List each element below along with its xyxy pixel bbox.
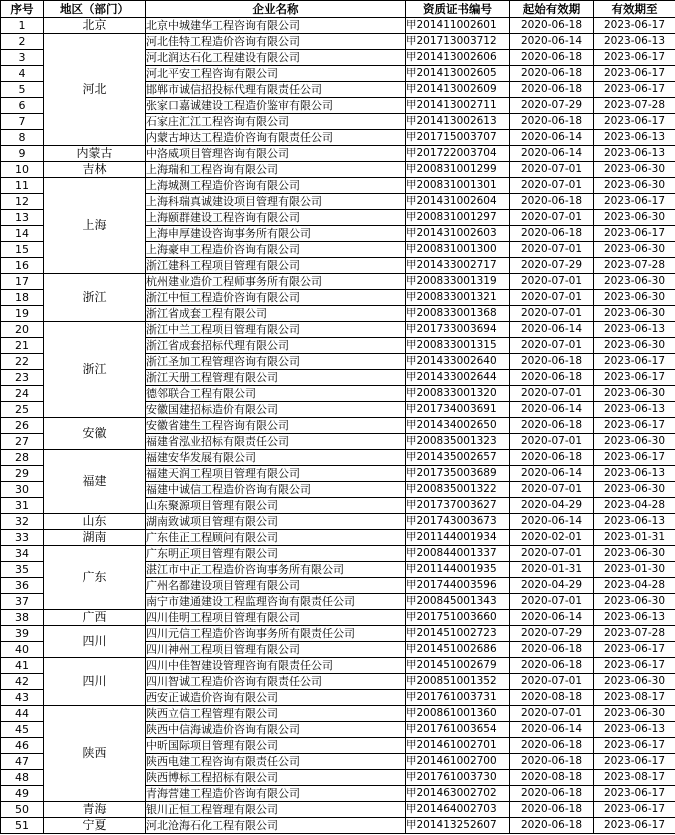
- table-row: [1, 546, 675, 562]
- valid-until: 2023-06-17: [594, 754, 675, 770]
- valid-until: 2023-06-13: [594, 322, 675, 338]
- company-name: 浙江天册工程管理有限公司: [146, 370, 406, 386]
- row-number: 40: [1, 642, 44, 658]
- company-name: 陕西立信工程管理有限公司: [146, 706, 406, 722]
- valid-until: 2023-06-17: [594, 114, 675, 130]
- valid-until: 2023-06-17: [594, 786, 675, 802]
- row-number: 32: [1, 514, 44, 530]
- row-number: 31: [1, 498, 44, 514]
- valid-until: 2023-06-17: [594, 802, 675, 818]
- header-no: 序号: [1, 1, 44, 18]
- company-name: 中洛威项目管理咨询有限公司: [146, 146, 406, 162]
- valid-from: 2020-06-18: [510, 82, 594, 98]
- company-name: 德邻联合工程有限公司: [146, 386, 406, 402]
- valid-until: 2023-06-30: [594, 274, 675, 290]
- row-number: 48: [1, 770, 44, 786]
- certificate-number: 甲201461002701: [406, 738, 510, 754]
- table-row: [1, 514, 675, 530]
- valid-until: 2023-06-17: [594, 194, 675, 210]
- valid-until: 2023-06-30: [594, 482, 675, 498]
- row-number: 35: [1, 562, 44, 578]
- valid-until: 2023-06-17: [594, 18, 675, 34]
- header-cert: 资质证书编号: [406, 1, 510, 18]
- valid-until: 2023-06-17: [594, 354, 675, 370]
- valid-until: 2023-06-30: [594, 386, 675, 402]
- valid-until: 2023-06-13: [594, 514, 675, 530]
- certificate-number: 甲201743003673: [406, 514, 510, 530]
- row-number: 43: [1, 690, 44, 706]
- region-cell: 河北: [44, 34, 146, 146]
- valid-from: 2020-07-01: [510, 242, 594, 258]
- row-number: 15: [1, 242, 44, 258]
- valid-from: 2020-07-01: [510, 178, 594, 194]
- certificate-number: 甲201715003707: [406, 130, 510, 146]
- table-row: [1, 706, 675, 722]
- valid-until: 2023-06-30: [594, 290, 675, 306]
- certificate-number: 甲201413002613: [406, 114, 510, 130]
- company-name: 浙江省成套工程有限公司: [146, 306, 406, 322]
- certificate-number: 甲201413252607: [406, 818, 510, 834]
- company-name: 陕西博标工程招标有限公司: [146, 770, 406, 786]
- valid-from: 2020-07-01: [510, 674, 594, 690]
- table-row: [1, 658, 675, 674]
- valid-from: 2020-07-01: [510, 546, 594, 562]
- company-name: 浙江中恒工程造价咨询有限公司: [146, 290, 406, 306]
- valid-until: 2023-01-31: [594, 530, 675, 546]
- valid-from: 2020-06-14: [510, 402, 594, 418]
- company-name: 浙江圣加工程管理咨询有限公司: [146, 354, 406, 370]
- region-cell: 山东: [44, 514, 146, 530]
- row-number: 49: [1, 786, 44, 802]
- valid-from: 2020-07-01: [510, 274, 594, 290]
- valid-until: 2023-06-30: [594, 674, 675, 690]
- valid-until: 2023-06-13: [594, 130, 675, 146]
- row-number: 21: [1, 338, 44, 354]
- valid-from: 2020-06-18: [510, 226, 594, 242]
- company-name: 陕西中信海诚造价咨询有限公司: [146, 722, 406, 738]
- certificate-number: 甲201411002601: [406, 18, 510, 34]
- company-name: 安徽国建招标造价有限公司: [146, 402, 406, 418]
- region-cell: 浙江: [44, 274, 146, 322]
- company-name: 上海城测工程造价咨询有限公司: [146, 178, 406, 194]
- valid-until: 2023-06-13: [594, 466, 675, 482]
- valid-from: 2020-08-18: [510, 770, 594, 786]
- row-number: 34: [1, 546, 44, 562]
- valid-from: 2020-06-18: [510, 786, 594, 802]
- certificate-number: 甲200831001297: [406, 210, 510, 226]
- company-name: 张家口嘉诚建设工程造价鉴审有限公司: [146, 98, 406, 114]
- row-number: 23: [1, 370, 44, 386]
- row-number: 36: [1, 578, 44, 594]
- valid-from: 2020-07-01: [510, 434, 594, 450]
- certificate-number: 甲201431002603: [406, 226, 510, 242]
- valid-from: 2020-06-18: [510, 18, 594, 34]
- row-number: 37: [1, 594, 44, 610]
- row-number: 13: [1, 210, 44, 226]
- region-cell: 四川: [44, 658, 146, 706]
- row-number: 9: [1, 146, 44, 162]
- company-name: 福建省泓业招标有限责任公司: [146, 434, 406, 450]
- valid-until: 2023-06-17: [594, 642, 675, 658]
- valid-until: 2023-06-30: [594, 546, 675, 562]
- company-name: 上海申厚建设咨询事务所有限公司: [146, 226, 406, 242]
- certificate-number: 甲201737003627: [406, 498, 510, 514]
- valid-from: 2020-07-01: [510, 290, 594, 306]
- company-name: 四川智诚工程造价咨询有限责任公司: [146, 674, 406, 690]
- valid-from: 2020-07-01: [510, 210, 594, 226]
- valid-from: 2020-06-14: [510, 322, 594, 338]
- row-number: 12: [1, 194, 44, 210]
- valid-from: 2020-06-18: [510, 50, 594, 66]
- row-number: 45: [1, 722, 44, 738]
- row-number: 19: [1, 306, 44, 322]
- valid-from: 2020-06-18: [510, 738, 594, 754]
- region-cell: 内蒙古: [44, 146, 146, 162]
- row-number: 16: [1, 258, 44, 274]
- company-name: 上海科瑞真诚建设项目管理有限公司: [146, 194, 406, 210]
- valid-from: 2020-04-29: [510, 498, 594, 514]
- valid-from: 2020-06-14: [510, 130, 594, 146]
- certificate-number: 甲201144001935: [406, 562, 510, 578]
- company-name: 浙江省成套招标代理有限公司: [146, 338, 406, 354]
- certificate-number: 甲200831001300: [406, 242, 510, 258]
- table-row: [1, 146, 675, 162]
- company-name: 山东聚源项目管理有限公司: [146, 498, 406, 514]
- valid-until: 2023-06-30: [594, 306, 675, 322]
- valid-until: 2023-07-28: [594, 626, 675, 642]
- row-number: 18: [1, 290, 44, 306]
- certificate-number: 甲201733003694: [406, 322, 510, 338]
- table-row: [1, 18, 675, 34]
- company-name: 安徽省建生工程咨询有限公司: [146, 418, 406, 434]
- row-number: 50: [1, 802, 44, 818]
- company-name: 湖南致诚项目管理有限公司: [146, 514, 406, 530]
- row-number: 24: [1, 386, 44, 402]
- row-number: 6: [1, 98, 44, 114]
- valid-from: 2020-06-14: [510, 514, 594, 530]
- valid-until: 2023-01-30: [594, 562, 675, 578]
- row-number: 5: [1, 82, 44, 98]
- region-cell: 湖南: [44, 530, 146, 546]
- valid-from: 2020-06-14: [510, 34, 594, 50]
- region-cell: 青海: [44, 802, 146, 818]
- certificate-number: 甲200833001320: [406, 386, 510, 402]
- certificate-number: 甲201434002650: [406, 418, 510, 434]
- row-number: 44: [1, 706, 44, 722]
- row-number: 11: [1, 178, 44, 194]
- valid-from: 2020-07-01: [510, 338, 594, 354]
- company-name: 河北润达石化工程建设有限公司: [146, 50, 406, 66]
- row-number: 28: [1, 450, 44, 466]
- company-name: 中昕国际项目管理有限公司: [146, 738, 406, 754]
- valid-until: 2023-06-17: [594, 818, 675, 834]
- valid-until: 2023-06-17: [594, 66, 675, 82]
- valid-until: 2023-08-17: [594, 690, 675, 706]
- certificate-number: 甲201433002640: [406, 354, 510, 370]
- company-name: 河北沧海石化工程有限公司: [146, 818, 406, 834]
- company-name: 湛江市中正工程造价咨询事务所有限公司: [146, 562, 406, 578]
- valid-until: 2023-06-30: [594, 178, 675, 194]
- valid-until: 2023-06-17: [594, 370, 675, 386]
- company-name: 上海瑞和工程咨询有限公司: [146, 162, 406, 178]
- table-row: [1, 162, 675, 178]
- valid-until: 2023-06-30: [594, 594, 675, 610]
- certificate-number: 甲200835001323: [406, 434, 510, 450]
- company-name: 福建天润工程项目管理有限公司: [146, 466, 406, 482]
- valid-from: 2020-07-01: [510, 386, 594, 402]
- company-name: 河北平安工程咨询有限公司: [146, 66, 406, 82]
- header-region: 地区（部门）: [44, 1, 146, 18]
- certificate-number: 甲200835001322: [406, 482, 510, 498]
- valid-from: 2020-06-18: [510, 114, 594, 130]
- company-name: 南宁市建通建设工程监理咨询有限责任公司: [146, 594, 406, 610]
- region-cell: 福建: [44, 450, 146, 514]
- table-body: [1, 18, 675, 834]
- certificate-number: 甲201713003712: [406, 34, 510, 50]
- company-name: 广州名都建设项目管理有限公司: [146, 578, 406, 594]
- valid-until: 2023-07-28: [594, 98, 675, 114]
- certificate-number: 甲201433002717: [406, 258, 510, 274]
- row-number: 14: [1, 226, 44, 242]
- valid-until: 2023-06-13: [594, 610, 675, 626]
- valid-from: 2020-06-14: [510, 146, 594, 162]
- company-name: 浙江建科工程项目管理有限公司: [146, 258, 406, 274]
- certificate-number: 甲201744003596: [406, 578, 510, 594]
- region-cell: 安徽: [44, 418, 146, 450]
- certificate-number: 甲201464002703: [406, 802, 510, 818]
- certificate-number: 甲201144001934: [406, 530, 510, 546]
- valid-from: 2020-06-14: [510, 466, 594, 482]
- certificate-number: 甲201431002604: [406, 194, 510, 210]
- valid-from: 2020-06-18: [510, 66, 594, 82]
- table-row: [1, 274, 675, 290]
- company-name: 杭州建业造价工程师事务所有限公司: [146, 274, 406, 290]
- company-name: 浙江中兰工程项目管理有限公司: [146, 322, 406, 338]
- certificate-number: 甲200845001343: [406, 594, 510, 610]
- valid-from: 2020-02-01: [510, 530, 594, 546]
- valid-until: 2023-06-17: [594, 50, 675, 66]
- valid-until: 2023-06-30: [594, 706, 675, 722]
- valid-from: 2020-06-14: [510, 610, 594, 626]
- company-name: 四川元信工程造价咨询事务所有限责任公司: [146, 626, 406, 642]
- row-number: 41: [1, 658, 44, 674]
- row-number: 30: [1, 482, 44, 498]
- row-number: 8: [1, 130, 44, 146]
- valid-from: 2020-07-01: [510, 706, 594, 722]
- row-number: 25: [1, 402, 44, 418]
- valid-until: 2023-06-30: [594, 338, 675, 354]
- company-name: 北京中城建华工程咨询有限公司: [146, 18, 406, 34]
- company-name: 内蒙古坤达工程造价咨询有限责任公司: [146, 130, 406, 146]
- valid-from: 2020-06-18: [510, 754, 594, 770]
- certificate-number: 甲200861001360: [406, 706, 510, 722]
- certificate-number: 甲200833001321: [406, 290, 510, 306]
- row-number: 27: [1, 434, 44, 450]
- row-number: 33: [1, 530, 44, 546]
- certificate-number: 甲200851001352: [406, 674, 510, 690]
- region-cell: 陕西: [44, 706, 146, 802]
- certificate-number: 甲201451002679: [406, 658, 510, 674]
- certificate-number: 甲201751003660: [406, 610, 510, 626]
- certificate-number: 甲201461002700: [406, 754, 510, 770]
- header-end-date: 有效期至: [594, 1, 675, 18]
- company-name: 广东明正项目管理有限公司: [146, 546, 406, 562]
- company-name: 广东佳正工程顾问有限公司: [146, 530, 406, 546]
- table-row: [1, 418, 675, 434]
- row-number: 7: [1, 114, 44, 130]
- header-company: 企业名称: [146, 1, 406, 18]
- valid-until: 2023-06-17: [594, 82, 675, 98]
- valid-until: 2023-07-28: [594, 258, 675, 274]
- certificate-number: 甲201451002723: [406, 626, 510, 642]
- row-number: 51: [1, 818, 44, 834]
- region-cell: 上海: [44, 178, 146, 274]
- region-cell: 广东: [44, 546, 146, 610]
- valid-until: 2023-06-17: [594, 658, 675, 674]
- valid-from: 2020-07-29: [510, 626, 594, 642]
- table-row: [1, 178, 675, 194]
- row-number: 47: [1, 754, 44, 770]
- certificate-number: 甲200831001299: [406, 162, 510, 178]
- valid-until: 2023-06-30: [594, 210, 675, 226]
- row-number: 39: [1, 626, 44, 642]
- company-name: 福建中诚信工程造价咨询有限公司: [146, 482, 406, 498]
- region-cell: 广西: [44, 610, 146, 626]
- certificate-number: 甲201413002711: [406, 98, 510, 114]
- certificate-number: 甲201734003691: [406, 402, 510, 418]
- valid-until: 2023-08-17: [594, 770, 675, 786]
- certificate-number: 甲200833001368: [406, 306, 510, 322]
- region-cell: 四川: [44, 626, 146, 658]
- valid-from: 2020-06-18: [510, 642, 594, 658]
- certificate-number: 甲200833001319: [406, 274, 510, 290]
- valid-until: 2023-06-17: [594, 738, 675, 754]
- region-cell: 浙江: [44, 322, 146, 418]
- valid-from: 2020-08-18: [510, 690, 594, 706]
- row-number: 10: [1, 162, 44, 178]
- certificate-number: 甲201413002605: [406, 66, 510, 82]
- row-number: 46: [1, 738, 44, 754]
- header-row: [1, 1, 675, 18]
- certificate-number: 甲200844001337: [406, 546, 510, 562]
- valid-until: 2023-06-30: [594, 434, 675, 450]
- company-name: 上海豪申工程造价咨询有限公司: [146, 242, 406, 258]
- valid-from: 2020-06-18: [510, 802, 594, 818]
- row-number: 20: [1, 322, 44, 338]
- certificate-number: 甲201722003704: [406, 146, 510, 162]
- region-cell: 宁夏: [44, 818, 146, 834]
- row-number: 17: [1, 274, 44, 290]
- valid-from: 2020-07-01: [510, 594, 594, 610]
- valid-until: 2023-06-30: [594, 162, 675, 178]
- valid-until: 2023-06-13: [594, 722, 675, 738]
- valid-from: 2020-04-29: [510, 578, 594, 594]
- row-number: 42: [1, 674, 44, 690]
- table-row: [1, 322, 675, 338]
- valid-from: 2020-06-18: [510, 370, 594, 386]
- valid-until: 2023-04-28: [594, 498, 675, 514]
- row-number: 38: [1, 610, 44, 626]
- valid-from: 2020-01-31: [510, 562, 594, 578]
- row-number: 29: [1, 466, 44, 482]
- certificate-number: 甲201413002609: [406, 82, 510, 98]
- valid-from: 2020-06-18: [510, 418, 594, 434]
- certificate-number: 甲200831001301: [406, 178, 510, 194]
- region-cell: 北京: [44, 18, 146, 34]
- certificate-number: 甲201413002606: [406, 50, 510, 66]
- table-row: [1, 818, 675, 834]
- certificate-number: 甲201433002644: [406, 370, 510, 386]
- valid-from: 2020-06-14: [510, 722, 594, 738]
- table-row: [1, 610, 675, 626]
- row-number: 3: [1, 50, 44, 66]
- valid-from: 2020-07-01: [510, 162, 594, 178]
- company-name: 石家庄汇江工程咨询有限公司: [146, 114, 406, 130]
- valid-until: 2023-06-13: [594, 146, 675, 162]
- valid-until: 2023-06-30: [594, 242, 675, 258]
- valid-from: 2020-06-18: [510, 354, 594, 370]
- table-row: [1, 626, 675, 642]
- company-name: 四川中佳智建设管理咨询有限责任公司: [146, 658, 406, 674]
- valid-until: 2023-06-13: [594, 34, 675, 50]
- certificate-number: 甲201761003654: [406, 722, 510, 738]
- table-row: [1, 802, 675, 818]
- certificate-number: 甲201451002686: [406, 642, 510, 658]
- valid-until: 2023-04-28: [594, 578, 675, 594]
- company-name: 西安正诚造价咨询有限公司: [146, 690, 406, 706]
- company-name: 福建安华发展有限公司: [146, 450, 406, 466]
- company-name: 邯郸市诚信招投标代理有限责任公司: [146, 82, 406, 98]
- company-name: 四川佳明工程项目管理有限公司: [146, 610, 406, 626]
- company-name: 青海营建工程造价咨询有限公司: [146, 786, 406, 802]
- region-cell: 吉林: [44, 162, 146, 178]
- certificate-number: 甲201761003731: [406, 690, 510, 706]
- certificate-number: 甲201735003689: [406, 466, 510, 482]
- valid-until: 2023-06-17: [594, 226, 675, 242]
- table-row: [1, 530, 675, 546]
- row-number: 2: [1, 34, 44, 50]
- valid-until: 2023-06-17: [594, 418, 675, 434]
- valid-from: 2020-07-29: [510, 98, 594, 114]
- certificate-number: 甲200833001315: [406, 338, 510, 354]
- certificate-number: 甲201761003730: [406, 770, 510, 786]
- valid-from: 2020-06-18: [510, 450, 594, 466]
- company-name: 四川神州工程项目管理有限公司: [146, 642, 406, 658]
- certificate-number: 甲201463002702: [406, 786, 510, 802]
- table-row: [1, 34, 675, 50]
- valid-from: 2020-06-18: [510, 658, 594, 674]
- certificate-number: 甲201435002657: [406, 450, 510, 466]
- row-number: 22: [1, 354, 44, 370]
- company-name: 上海颐群建设工程咨询有限公司: [146, 210, 406, 226]
- valid-from: 2020-07-01: [510, 306, 594, 322]
- row-number: 26: [1, 418, 44, 434]
- valid-from: 2020-07-01: [510, 482, 594, 498]
- company-name: 银川正恒工程管理有限公司: [146, 802, 406, 818]
- company-name: 陕西电建工程咨询有限责任公司: [146, 754, 406, 770]
- header-start-date: 起始有效期: [510, 1, 594, 18]
- row-number: 1: [1, 18, 44, 34]
- valid-until: 2023-06-13: [594, 402, 675, 418]
- valid-from: 2020-06-18: [510, 194, 594, 210]
- valid-from: 2020-06-18: [510, 818, 594, 834]
- valid-from: 2020-07-29: [510, 258, 594, 274]
- table-row: [1, 450, 675, 466]
- row-number: 4: [1, 66, 44, 82]
- company-name: 河北佳特工程造价咨询有限公司: [146, 34, 406, 50]
- valid-until: 2023-06-17: [594, 450, 675, 466]
